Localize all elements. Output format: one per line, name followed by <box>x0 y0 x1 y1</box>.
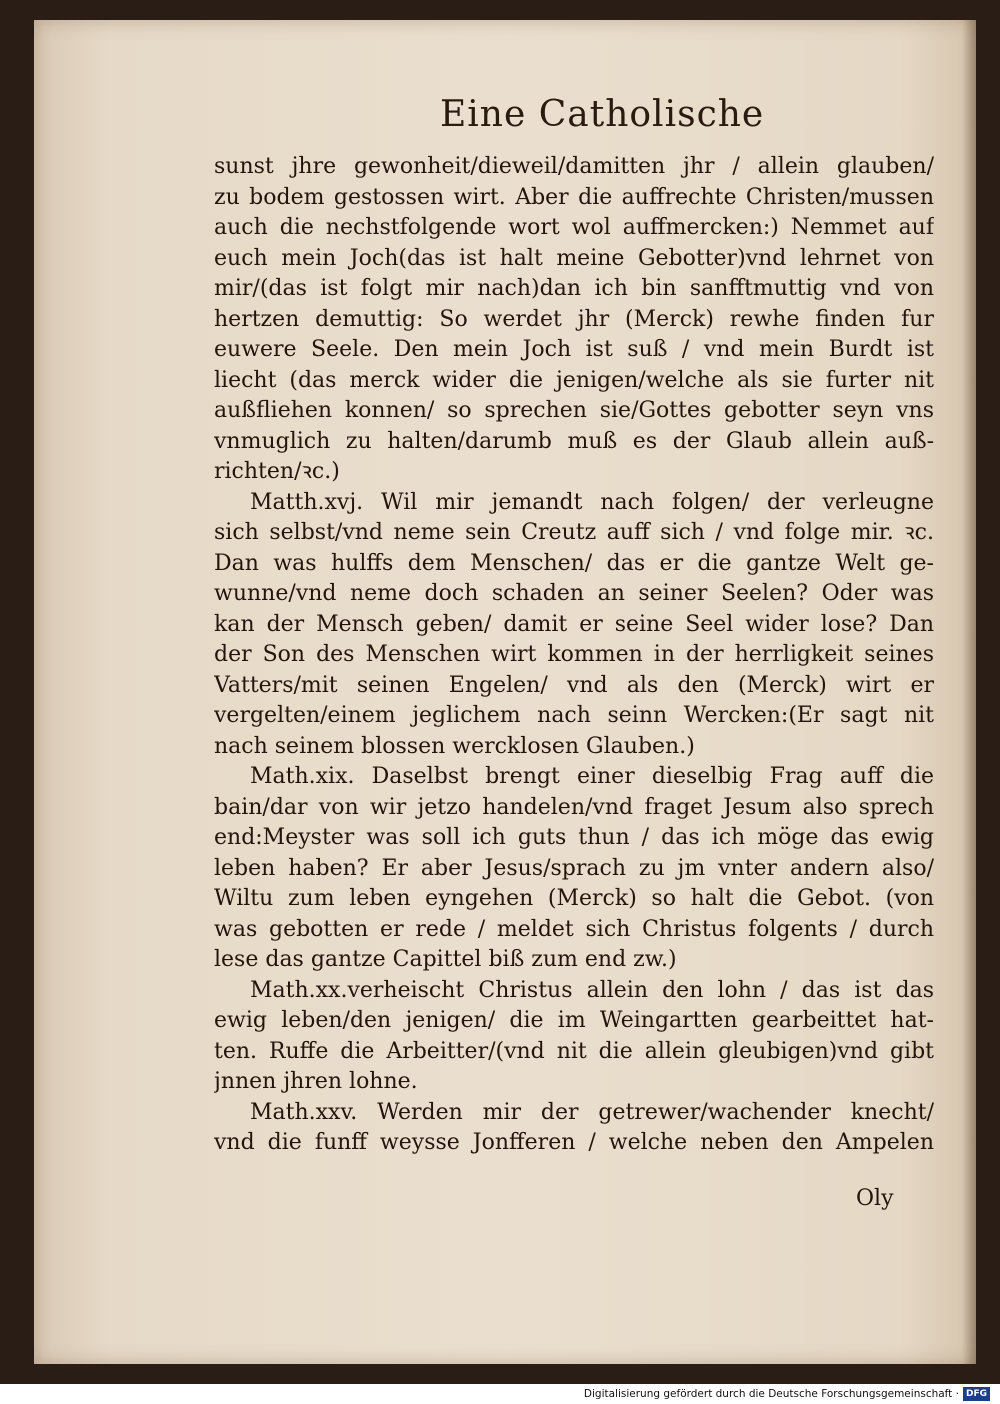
text-line: vergelten/einem jeglichem nach seinn Wercken:(Er sagt nit <box>214 703 934 728</box>
text-line: kan der Mensch geben/ damit er seine Seel wider lose? Dan <box>214 611 934 637</box>
text-line: zu bodem gestossen wirt. Aber die auffrechte Christen/mussen <box>214 184 934 210</box>
text-line: ewig leben/den jenigen/ die im Weingartten gearbeittet hat- <box>214 1008 934 1033</box>
text-line: vnmuglich zu halten/darumb muß es der Glaub allein auß- <box>214 428 934 454</box>
text-line: leben haben? Er aber Jesus/sprach zu jm vnter andern also/ <box>214 855 934 881</box>
page-edge-shadow <box>962 20 976 1364</box>
text-line: vnd die funff weysse Jonfferen / welche neben den Ampelen <box>214 1130 934 1155</box>
running-head: Eine Catholische <box>440 94 765 135</box>
text-line: euch mein Joch(das ist halt meine Gebotter)vnd lehrnet von <box>214 245 934 271</box>
text-line: nach seinem blossen wercklosen Glauben.) <box>214 733 695 759</box>
footer <box>584 1386 990 1402</box>
text-line: wunne/vnd neme doch schaden an seiner Seelen? Oder was <box>214 581 934 606</box>
text-line: euwere Seele. Den mein Joch ist suß / vnd mein Burdt ist <box>214 337 934 362</box>
text-line: jnnen jhren lohne. <box>214 1069 418 1094</box>
text-line: richten/ꝛc.) <box>214 459 340 484</box>
text-line: auch die nechstfolgende wort wol auffmercken:) Nemmet auf <box>214 215 934 240</box>
text-line: sunst jhre gewonheit/dieweil/damitten jhr / allein glauben/ <box>214 154 934 179</box>
text-line: Math.xix. Daselbst brengt einer dieselbig Frag auff die <box>250 764 934 789</box>
text-line: hertzen demuttig: So werdet jhr (Merck) rewhe finden fur <box>214 306 934 332</box>
text-line: was gebotten er rede / meldet sich Christus folgents / durch <box>214 916 934 942</box>
catchword: Oly <box>856 1186 894 1211</box>
text-line: Matth.xvj. Wil mir jemandt nach folgen/ der verleugne <box>250 489 934 515</box>
text-line: außfliehen konnen/ so sprechen sie/Gottes gebotter seyn vns <box>214 398 934 423</box>
text-line: Vatters/mit seinen Engelen/ vnd als den (Merck) wirt er <box>214 672 934 698</box>
text-line: Wiltu zum leben eyngehen (Merck) so halt die Gebot. (von <box>214 886 934 911</box>
text-line: Dan was hulffs dem Menschen/ das er die gantze Welt ge- <box>214 550 934 576</box>
text-line: der Son des Menschen wirt kommen in der herrligkeit seines <box>214 642 934 667</box>
text-line: end:Meyster was soll ich guts thun / das ich möge das ewig <box>214 825 934 850</box>
text-line: lese das gantze Capittel biß zum end zw.) <box>214 947 677 972</box>
text-line: Math.xxv. Werden mir der getrewer/wachender knecht/ <box>250 1099 934 1125</box>
text-line: mir/(das ist folgt mir nach)dan ich bin sanfftmuttig vnd von <box>214 276 934 301</box>
body-text <box>214 152 934 1159</box>
text-line: sich selbst/vnd neme sein Creutz auff sich / vnd folge mir. ꝛc. <box>214 520 934 545</box>
text-line: ten. Ruffe die Arbeitter/(vnd nit die allein gleubigen)vnd gibt <box>214 1038 934 1064</box>
dfg-logo: DFG <box>963 1387 990 1401</box>
text-line: Math.xx.verheischt Christus allein den lohn / das ist das <box>250 977 934 1003</box>
text-line: liecht (das merck wider die jenigen/welche als sie furter nit <box>214 367 934 393</box>
text-line: bain/dar von wir jetzo handelen/vnd fraget Jesum also sprech <box>214 794 934 820</box>
footer-credit: Digitalisierung gefördert durch die Deutsche Forschungsgemeinschaft · <box>583 1388 959 1400</box>
